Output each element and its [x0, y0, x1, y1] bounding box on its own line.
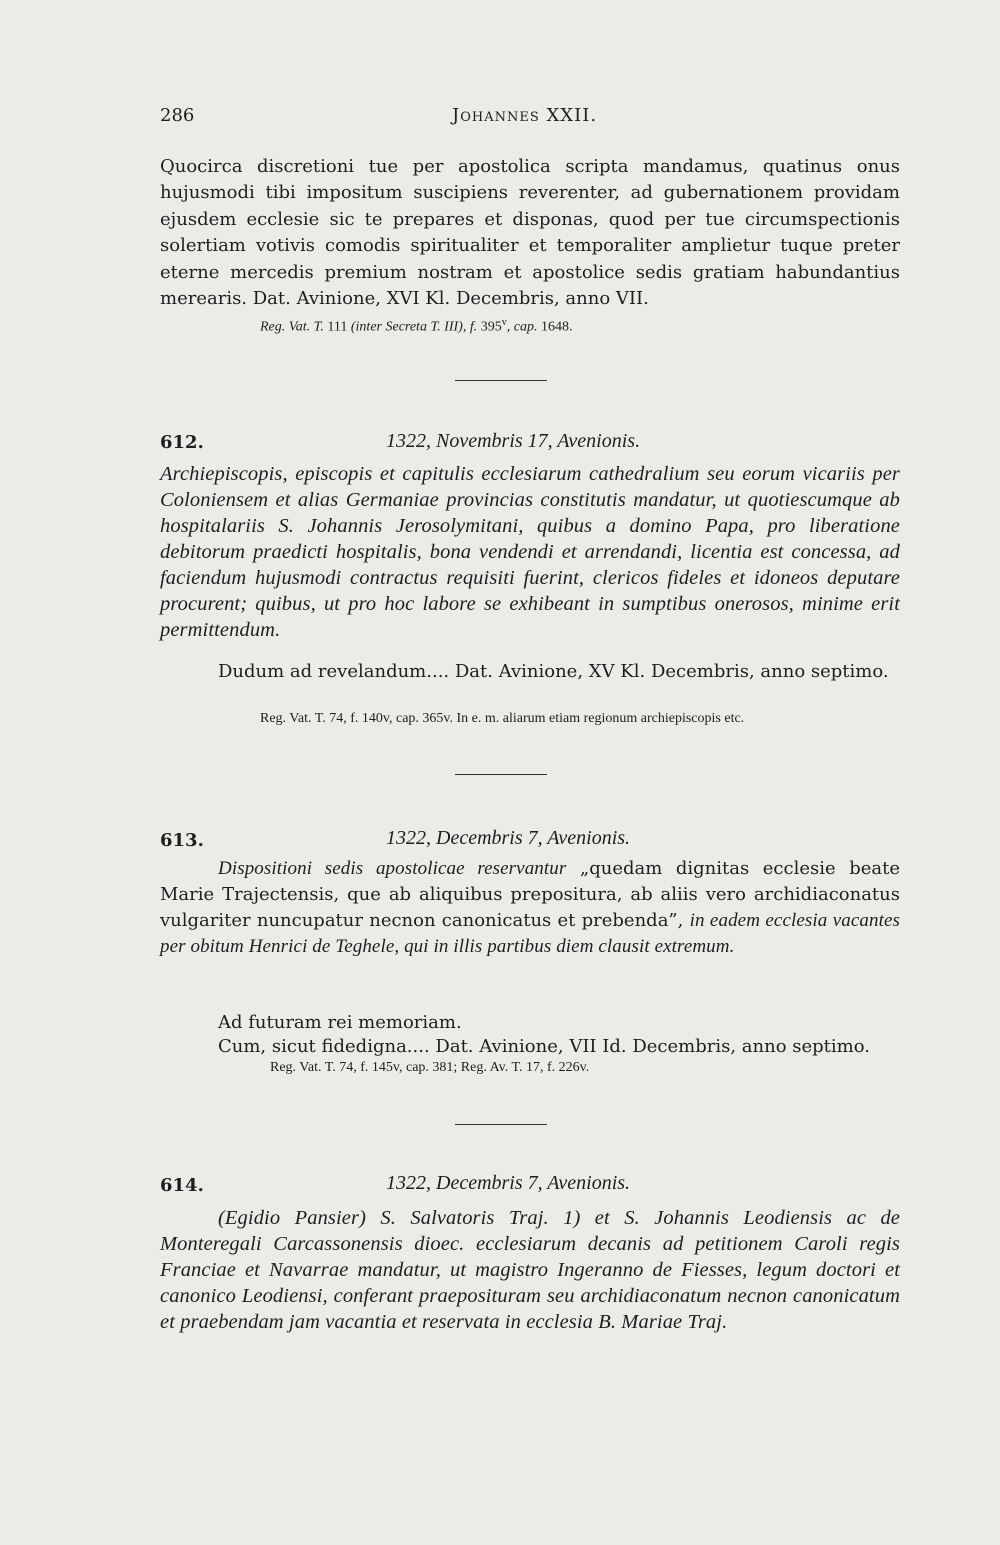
doc613-citation: Reg. Vat. T. 74, f. 145v, cap. 381; Reg. Av. T. 17, f. 226v. — [270, 1060, 590, 1075]
doc612-opening: Dudum ad revelandum.... Dat. Avinione, XV Kl. Decembris, anno septimo. — [218, 661, 889, 682]
doc613-date: 1322, Decembris 7, Avenionis. — [386, 827, 631, 849]
doc614-date: 1322, Decembris 7, Avenionis. — [386, 1172, 631, 1194]
doc612-citation: Reg. Vat. T. 74, f. 140v, cap. 365v. In e. m. aliarum etiam regionum archiepiscopis etc. — [260, 711, 745, 726]
doc612-summary: Archiepiscopis, episcopis et capitulis ecclesiarum cathedralium seu eorum vicariis per Coloniensem et alias Germaniae provincias constitutis mandatur, ut quotiescumque ab hospitalariis S. Johannis Jerosolymitani, quibus a domino Papa, pro liberatione debitorum praedicti hospitalis, bona vendendi et arrendandi, licentia est concessa, ad faciendum hujusmodi contractus requisiti fuerint, clericos fideles et idoneos deputare procurent; quibus, ut pro hoc labore se exhibeant in sumptibus onerosos, minime erit permittendum. — [160, 463, 900, 641]
doc613-opening-line2: Cum, sicut fidedigna.... Dat. Avinione, VII Id. Decembris, anno septimo. — [218, 1036, 870, 1057]
running-title: Johannes XXII. — [452, 105, 598, 126]
section-rule — [455, 774, 547, 775]
section-rule — [455, 1124, 547, 1125]
doc614-number: 614. — [160, 1175, 204, 1196]
doc612-date: 1322, Novembris 17, Avenionis. — [386, 430, 641, 452]
doc613-number: 613. — [160, 830, 204, 851]
doc611-text: Quocirca discretioni tue per apostolica scripta mandamus, quatinus onus hujusmodi tibi impositum suscipiens reverenter, ad gubernationem providam ejusdem ecclesie sic te prepares et disponas, quod per tue circumspectionis solertiam votivis comodis spiritualiter et temporaliter amplietur tuque preter eterne mercedis premium nostram et apostolice sedis gratiam habundantius merearis. Dat. Avinione, XVI Kl. Decembris, anno VII. — [160, 156, 900, 310]
doc612-number: 612. — [160, 432, 204, 453]
doc613-summary: Dispositioni sedis apostolicae reservantur „quedam dignitas ecclesie beate Marie Trajectensis, que ab aliquibus prepositura, ab aliis vero archidiaconatus vulgariter nuncupatur necnon canonicatus et prebenda”, in eadem ecclesia vacantes per obitum Henrici de Teghele, qui in illis partibus diem clausit extremum. — [160, 858, 900, 957]
page-number: 286 — [160, 105, 195, 126]
section-rule — [455, 380, 547, 381]
doc613-opening-line1: Ad futuram rei memoriam. — [218, 1012, 462, 1033]
doc611-citation: Reg. Vat. T. 111 (inter Secreta T. III), f. 395$^v$, cap. 1648. — [260, 317, 573, 335]
doc614-summary: (Egidio Pansier) S. Salvatoris Traj. 1) et S. Johannis Leodiensis ac de Monteregali Carcassonensis dioec. ecclesiarum decanis ad petitionem Caroli regis Franciae et Navarrae mandatur, ut magistro Ingeranno de Fiesses, legum doctori et canonico Leodiensi, conferant praeposituram seu archidiaconatum necnon canonicatum et praebendam jam vacantia et reservata in ecclesia B. Mariae Traj. — [160, 1207, 900, 1333]
